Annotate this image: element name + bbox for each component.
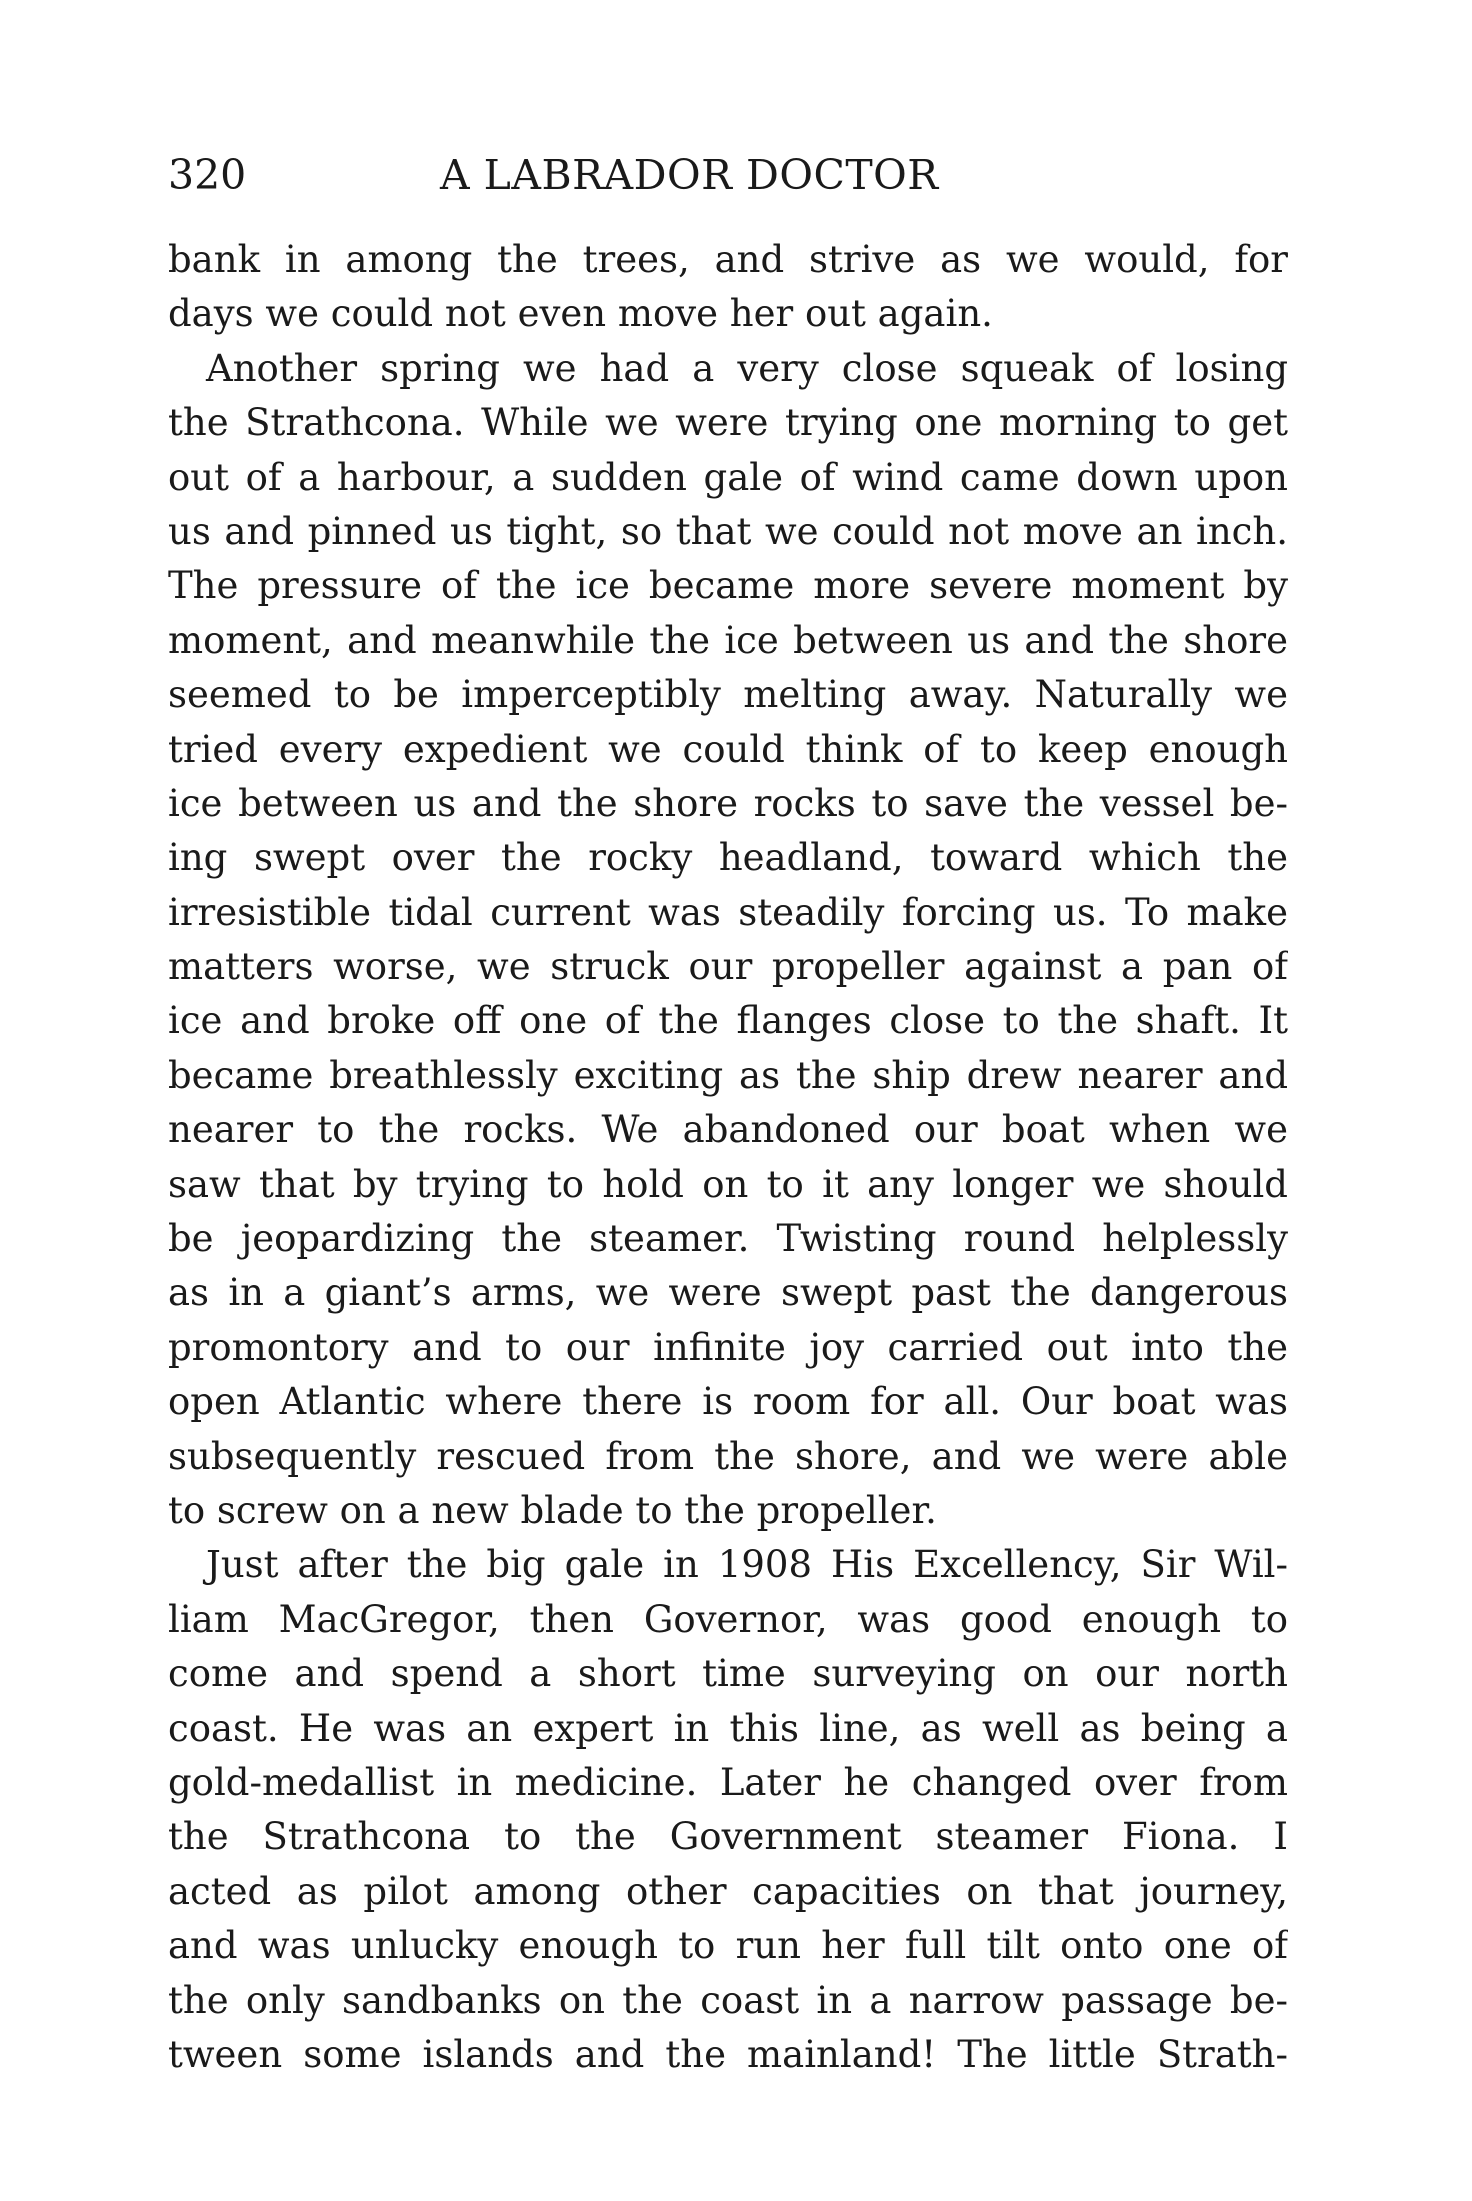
page-number: 320 [168, 151, 247, 199]
text-line: be jeopardizing the steamer. Twisting round helplessly [168, 1217, 1288, 1261]
text-line: tween some islands and the mainland! The little Strath- [168, 2032, 1288, 2076]
text-line: ing swept over the rocky headland, toward which the [168, 836, 1288, 880]
text-line: ice and broke off one of the flanges close to the shaft. It [168, 999, 1288, 1043]
running-title: A LABRADOR DOCTOR [440, 151, 939, 199]
text-line: The pressure of the ice became more severe moment by [168, 564, 1288, 608]
text-line: coast. He was an expert in this line, as well as being a [168, 1706, 1288, 1750]
text-line: became breathlessly exciting as the ship drew nearer and [168, 1053, 1288, 1097]
text-line: us and pinned us tight, so that we could not move an inch. [168, 509, 1288, 553]
text-line: subsequently rescued from the shore, and we were able [168, 1434, 1288, 1478]
text-line: as in a giant’s arms, we were swept past the dangerous [168, 1271, 1288, 1315]
text-line: seemed to be imperceptibly melting away. Naturally we [168, 673, 1288, 717]
text-line: Another spring we had a very close squeak of losing [206, 346, 1288, 390]
text-line: acted as pilot among other capacities on that journey, [168, 1869, 1288, 1913]
text-line: days we could not even move her out again. [168, 292, 993, 336]
text-line: gold-medallist in medicine. Later he changed over from [168, 1760, 1288, 1804]
body-text [168, 233, 1288, 2082]
text-line: ice between us and the shore rocks to save the vessel be- [168, 781, 1288, 825]
text-line: matters worse, we struck our propeller against a pan of [168, 945, 1288, 989]
text-line: the Strathcona to the Government steamer Fiona. I [168, 1815, 1288, 1859]
page-header [168, 150, 1288, 210]
text-line: liam MacGregor, then Governor, was good enough to [168, 1597, 1288, 1641]
text-line: Just after the big gale in 1908 His Excellency, Sir Wil- [206, 1543, 1288, 1587]
text-line: nearer to the rocks. We abandoned our boat when we [168, 1108, 1288, 1152]
text-line: moment, and meanwhile the ice between us and the shore [168, 618, 1288, 662]
text-line: promontory and to our infinite joy carried out into the [168, 1325, 1288, 1369]
text-line: tried every expedient we could think of to keep enough [168, 727, 1288, 771]
text-line: the only sandbanks on the coast in a narrow passage be- [168, 1978, 1288, 2022]
text-line: the Strathcona. While we were trying one morning to get [168, 401, 1288, 445]
text-line: come and spend a short time surveying on our north [168, 1652, 1288, 1696]
text-line: bank in among the trees, and strive as we would, for [168, 238, 1288, 281]
text-line: out of a harbour, a sudden gale of wind came down upon [168, 455, 1288, 499]
text-line: open Atlantic where there is room for all. Our boat was [168, 1380, 1288, 1424]
text-line: to screw on a new blade to the propeller. [168, 1488, 937, 1532]
text-line: irresistible tidal current was steadily forcing us. To make [168, 890, 1288, 934]
text-line: saw that by trying to hold on to it any longer we should [168, 1162, 1288, 1206]
text-line: and was unlucky enough to run her full tilt onto one of [168, 1924, 1288, 1968]
